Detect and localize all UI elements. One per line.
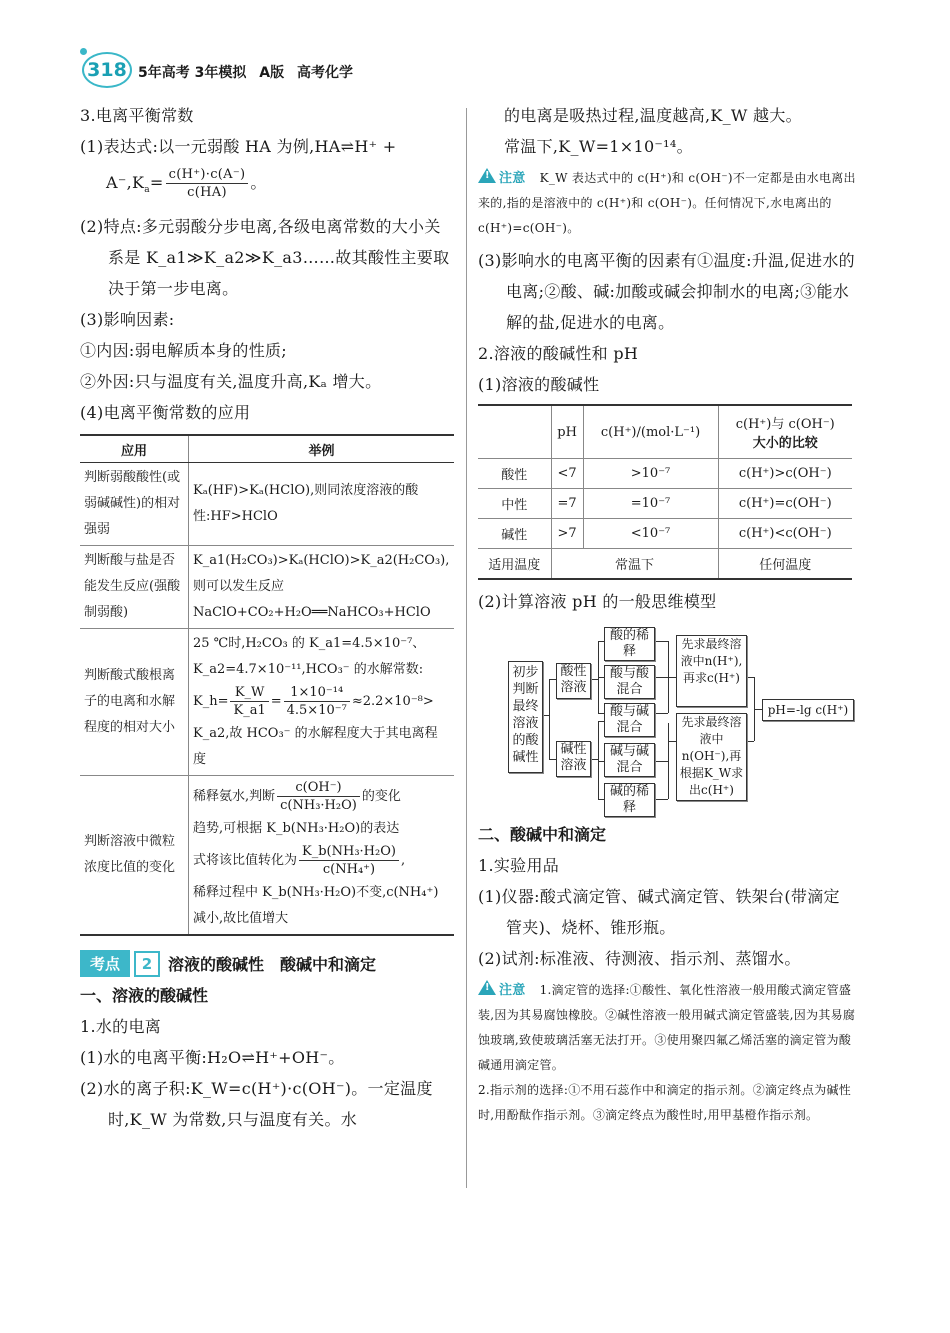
page-dot-icon <box>80 48 87 55</box>
right-column <box>478 100 856 1132</box>
paragraph: ②外因:只与温度有关,温度升高,Kₐ 增大。 <box>80 372 382 392</box>
edition: A版 <box>259 65 285 81</box>
kaodian-number: 2 <box>134 951 160 977</box>
paragraph: 常温下,K_W=1×10⁻¹⁴。 <box>504 137 693 156</box>
fraction: $\frac{c(H^+)\cdot c(A^-)}{c(HA)}$ <box>166 166 249 201</box>
table-row: 判断酸与盐是否能发生反应(强酸制弱酸) K_a1(H₂CO₃)>Kₐ(HClO)>K_a2(H₂CO₃),则可以发生反应 NaClO+CO₂+H₂O══NaHCO₃+HClO <box>80 546 454 629</box>
fraction: $\frac{\text{K\_b(NH₃·H₂O)}}{\text{c(NH₄⁺)}}$ <box>299 843 399 878</box>
table-row: 判断溶液中微粒浓度比值的变化 稀释氨水,判断 $\frac{c(OH^-)}{\text{c(NH₃·H₂O)}}$ 的变化 趋势,可根据 K_b(NH₃·H₂O)的表达 式将该比值转化为 $\frac{\text{K\_b(NH₃·H₂O)}}{\text{c(NH₄⁺)}}$ , 稀释过程中 K_b(NH₃·H₂O)不变,c(NH₄⁺)减小,故比值增大 <box>80 776 454 936</box>
flow-acid-box: 酸性溶液 <box>556 663 591 699</box>
paragraph: (2)试剂:标准液、待测液、指示剂、蒸馏水。 <box>478 949 801 968</box>
paragraph: (3)影响因素: <box>80 310 175 330</box>
section-heading: 二、酸碱中和滴定 <box>478 825 607 844</box>
table-row: 碱性 >7 <10⁻⁷ c(H⁺)<c(OH⁻) <box>478 519 852 549</box>
flow-acid-base: 酸与碱混合 <box>604 703 655 737</box>
ka-formula: $A^-,K_a=$ $\frac{c(H^+)\cdot c(A^-)}{c(HA)}$ 。 <box>106 167 267 200</box>
flow-base-box: 碱性溶液 <box>556 741 591 777</box>
fraction: $\frac{K\_W}{K\_a1}$ <box>230 684 268 719</box>
paragraph: 1.水的电离 <box>80 1017 162 1037</box>
table-row: 判断酸式酸根离子的电离和水解程度的相对大小 25 ℃时,H₂CO₃ 的 K_a1=4.5×10⁻⁷、K_a2=4.7×10⁻¹¹,HCO₃⁻ 的水解常数: K_h= $\frac{K\_W}{K\_a1}$ = $\frac{\text{1×10⁻¹⁴}}{\text{4.5×10⁻⁷}}$ ≈2.2×10⁻⁸> K_a2,故 HCO₃⁻ 的水解程度大于其电离程度 <box>80 629 454 776</box>
paragraph: (2)特点:多元弱酸分步电离,各级电离常数的大小关系是 K_a1≫K_a2≫K_a3……故其酸性主要取决于第一步电离。 <box>80 217 450 299</box>
series-name: 5年高考 3年模拟 <box>138 65 247 81</box>
warning-icon <box>478 168 496 183</box>
paragraph: 1.实验用品 <box>478 856 560 875</box>
paragraph: (2)水的离子积:K_W=c(H⁺)·c(OH⁻)。一定温度时,K_W 为常数,只与温度有关。水 <box>80 1079 433 1130</box>
fraction: $\frac{\text{1×10⁻¹⁴}}{\text{4.5×10⁻⁷}}$ <box>284 684 350 719</box>
ph-flowchart <box>478 627 856 815</box>
flow-base-result: 先求最终溶液中n(OH⁻),再根据K_W求出c(H⁺) <box>676 713 747 801</box>
kaodian-tag: 考点 <box>80 950 130 977</box>
paragraph: (2)计算溶液 pH 的一般思维模型 <box>478 592 717 611</box>
header-title <box>138 62 361 82</box>
left-column <box>80 100 456 1135</box>
paragraph: (1)表达式:以一元弱酸 HA 为例,HA⇌H⁺ + <box>80 137 397 156</box>
flow-base-dilute: 碱的稀释 <box>604 783 655 817</box>
flow-ph-result: pH=-lg c(H⁺) <box>762 699 854 721</box>
application-table <box>80 434 454 936</box>
flow-start-box: 初步判断最终溶液的酸碱性 <box>508 661 543 773</box>
warning-icon <box>478 980 496 995</box>
section-heading: 一、溶液的酸碱性 <box>80 986 209 1006</box>
paragraph: (4)电离平衡常数的应用 <box>80 403 251 423</box>
kaodian-banner <box>80 950 456 980</box>
page-header <box>72 46 492 90</box>
kaodian-title: 溶液的酸碱性 酸碱中和滴定 <box>168 955 377 975</box>
table-row: 适用温度 常温下 任何温度 <box>478 549 852 580</box>
acidity-table <box>478 404 852 580</box>
note-box: !注意 K_W 表达式中的 c(H⁺)和 c(OH⁻)不一定都是由水电离出来的,指的是溶液中的 c(H⁺)和 c(OH⁻)。任何情况下,水电离出的 c(H⁺)=c(OH⁻)。 <box>478 166 856 241</box>
paragraph: (1)仪器:酸式滴定管、碱式滴定管、铁架台(带滴定管夹)、烧杯、锥形瓶。 <box>478 887 840 937</box>
table-row: 酸性 <7 >10⁻⁷ c(H⁺)>c(OH⁻) <box>478 459 852 489</box>
subject: 高考化学 <box>296 65 353 81</box>
column-divider <box>466 108 467 1188</box>
paragraph: (1)溶液的酸碱性 <box>478 375 600 394</box>
table-header: 举例 <box>189 435 455 463</box>
flow-acid-acid: 酸与酸混合 <box>604 665 655 699</box>
table-row: 判断弱酸酸性(或弱碱碱性)的相对强弱 Kₐ(HF)>Kₐ(HClO),则同浓度溶液的酸性:HF>HClO <box>80 463 454 546</box>
table-header: 应用 <box>80 435 189 463</box>
section-title: 3.电离平衡常数 <box>80 106 194 125</box>
fraction: $\frac{c(OH^-)}{\text{c(NH₃·H₂O)}}$ <box>277 779 360 814</box>
paragraph: (3)影响水的电离平衡的因素有①温度:升温,促进水的电离;②酸、碱:加酸或碱会抑制水的电离;③能水解的盐,促进水的电离。 <box>478 251 855 332</box>
note-box: !注意 1.滴定管的选择:①酸性、氧化性溶液一般用酸式滴定管盛装,因为其易腐蚀橡胶。②碱性溶液一般用碱式滴定管盛装,因为其易腐蚀玻璃,致使玻璃活塞无法打开。③使用聚四氟乙烯活塞的滴定管为酸碱通用滴定管。 2.指示剂的选择:①不用石蕊作中和滴定的指示剂。②滴定终点为碱性时,用酚酞作指示剂。③滴定终点为酸性时,用甲基橙作指示剂。 <box>478 978 856 1128</box>
flow-acid-dilute: 酸的稀释 <box>604 627 655 661</box>
paragraph: (1)水的电离平衡:H₂O⇌H⁺+OH⁻。 <box>80 1048 345 1068</box>
table-header-row: pH c(H⁺)/(mol·L⁻¹) c(H⁺)与 c(OH⁻) 大小的比较 <box>478 405 852 459</box>
paragraph: ①内因:弱电解质本身的性质; <box>80 341 287 361</box>
paragraph: 2.溶液的酸碱性和 pH <box>478 344 639 363</box>
flow-base-base: 碱与碱混合 <box>604 743 655 777</box>
paragraph: 的电离是吸热过程,温度越高,K_W 越大。 <box>504 106 802 125</box>
page-number: 318 <box>82 52 132 88</box>
table-row: 中性 =7 =10⁻⁷ c(H⁺)=c(OH⁻) <box>478 489 852 519</box>
flow-acid-result: 先求最终溶液中n(H⁺),再求c(H⁺) <box>676 635 747 707</box>
